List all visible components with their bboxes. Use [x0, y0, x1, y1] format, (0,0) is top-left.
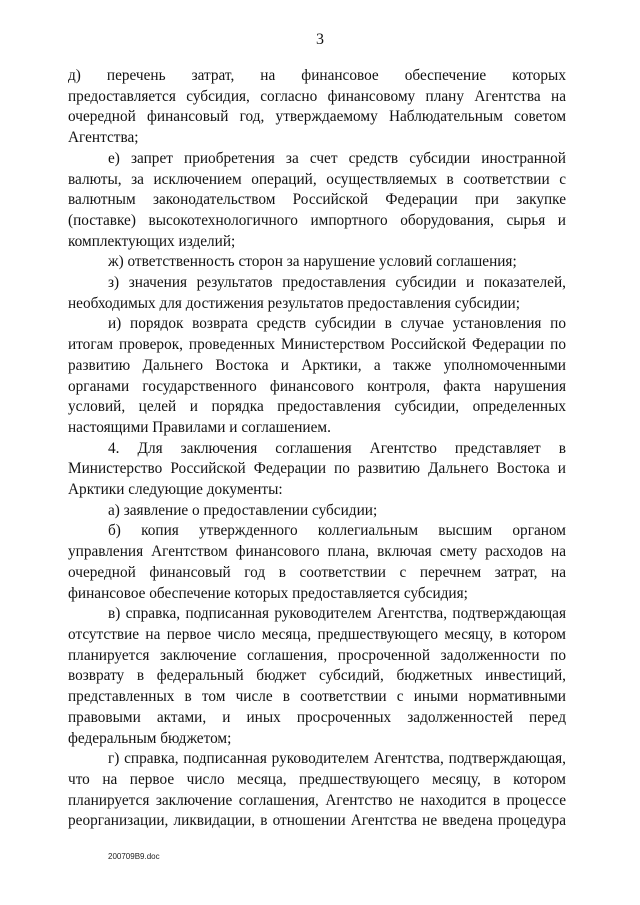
text-line: валютным законодательством Российской Федерации при закупке: [68, 191, 566, 209]
text-line: органами государственного финансового контроля, факта нарушения: [68, 377, 566, 395]
text-line: ж) ответственность сторон за нарушение условий соглашения;: [108, 253, 517, 271]
text-line: в) справка, подписанная руководителем Агентства, подтверждающая: [108, 605, 566, 623]
text-line: финансовое обеспечение которых предоставляется субсидия;: [68, 584, 468, 602]
footer-file-name: 200709В9.doc: [108, 852, 160, 861]
paragraph-4: [68, 439, 566, 501]
text-line: итогам проверок, проведенных Министерством Российской Федерации по: [68, 336, 566, 354]
text-line: управления Агентством финансового плана, включая смету расходов на: [68, 543, 566, 561]
text-line: предоставляется субсидия, согласно финансовому плану Агентства на: [68, 87, 566, 105]
text-line: представленных в том числе в соответствии с иными нормативными: [68, 688, 566, 706]
text-line: Агентства;: [68, 129, 139, 147]
text-line: а) заявление о предоставлении субсидии;: [108, 501, 378, 519]
text-line: реорганизации, ликвидации, в отношении Агентства не введена процедура: [68, 812, 566, 830]
paragraph-g: [68, 749, 566, 832]
text-line: возврату в федеральный бюджет субсидий, бюджетных инвестиций,: [68, 667, 566, 685]
paragraph-v: [68, 604, 566, 749]
text-line: (поставке) высокотехнологичного импортного оборудования, сырья и: [68, 211, 566, 229]
page-number: 3: [316, 31, 324, 48]
text-line: Арктики следующие документы:: [68, 481, 283, 499]
paragraph-z: [68, 273, 566, 314]
text-line: развитию Дальнего Востока и Арктики, а также уполномоченными: [68, 356, 566, 374]
text-line: условий, целей и порядка предоставления субсидии, определенных: [68, 398, 566, 416]
text-line: е) запрет приобретения за счет средств субсидии иностранной: [108, 149, 566, 167]
text-line: настоящими Правилами и соглашением.: [68, 418, 331, 436]
paragraph-zh: [68, 252, 566, 273]
paragraph-e: [68, 149, 566, 253]
paragraph-b: [68, 521, 566, 604]
text-line: планируется заключение соглашения, просроченной задолженности по: [68, 646, 566, 664]
paragraph-d: [68, 66, 566, 149]
text-line: д) перечень затрат, на финансовое обеспечение которых: [68, 67, 566, 84]
text-line: валюты, за исключением операций, осуществляемых в соответствии с: [68, 170, 566, 188]
text-line: планируется заключение соглашения, Агентство не находится в процессе: [68, 791, 566, 809]
text-line: очередной финансовый год в соответствии с перечнем затрат, на: [68, 563, 566, 581]
text-line: Министерство Российской Федерации по развитию Дальнего Востока и: [68, 460, 566, 478]
paragraph-i: [68, 314, 566, 438]
text-line: 4. Для заключения соглашения Агентство представляет в: [108, 439, 566, 457]
text-line: что на первое число месяца, предшествующего месяцу, в котором: [68, 770, 566, 788]
document-body: [68, 66, 566, 832]
text-line: федеральным бюджетом;: [68, 729, 232, 747]
text-line: правовыми актами, и иных просроченных задолженностей перед: [68, 708, 566, 726]
text-line: комплектующих изделий;: [68, 232, 236, 250]
text-line: и) порядок возврата средств субсидии в случае установления по: [108, 315, 566, 333]
text-line: б) копия утвержденного коллегиальным высшим органом: [108, 522, 566, 540]
text-line: з) значения результатов предоставления субсидии и показателей,: [108, 274, 566, 292]
text-line: г) справка, подписанная руководителем Агентства, подтверждающая,: [108, 750, 566, 768]
text-line: отсутствие на первое число месяца, предшествующего месяцу, в котором: [68, 625, 566, 643]
text-line: очередной финансовый год, утверждаемому Наблюдательным советом: [68, 108, 566, 126]
paragraph-a: [68, 501, 566, 522]
text-line: необходимых для достижения результатов предоставления субсидии;: [68, 294, 520, 312]
